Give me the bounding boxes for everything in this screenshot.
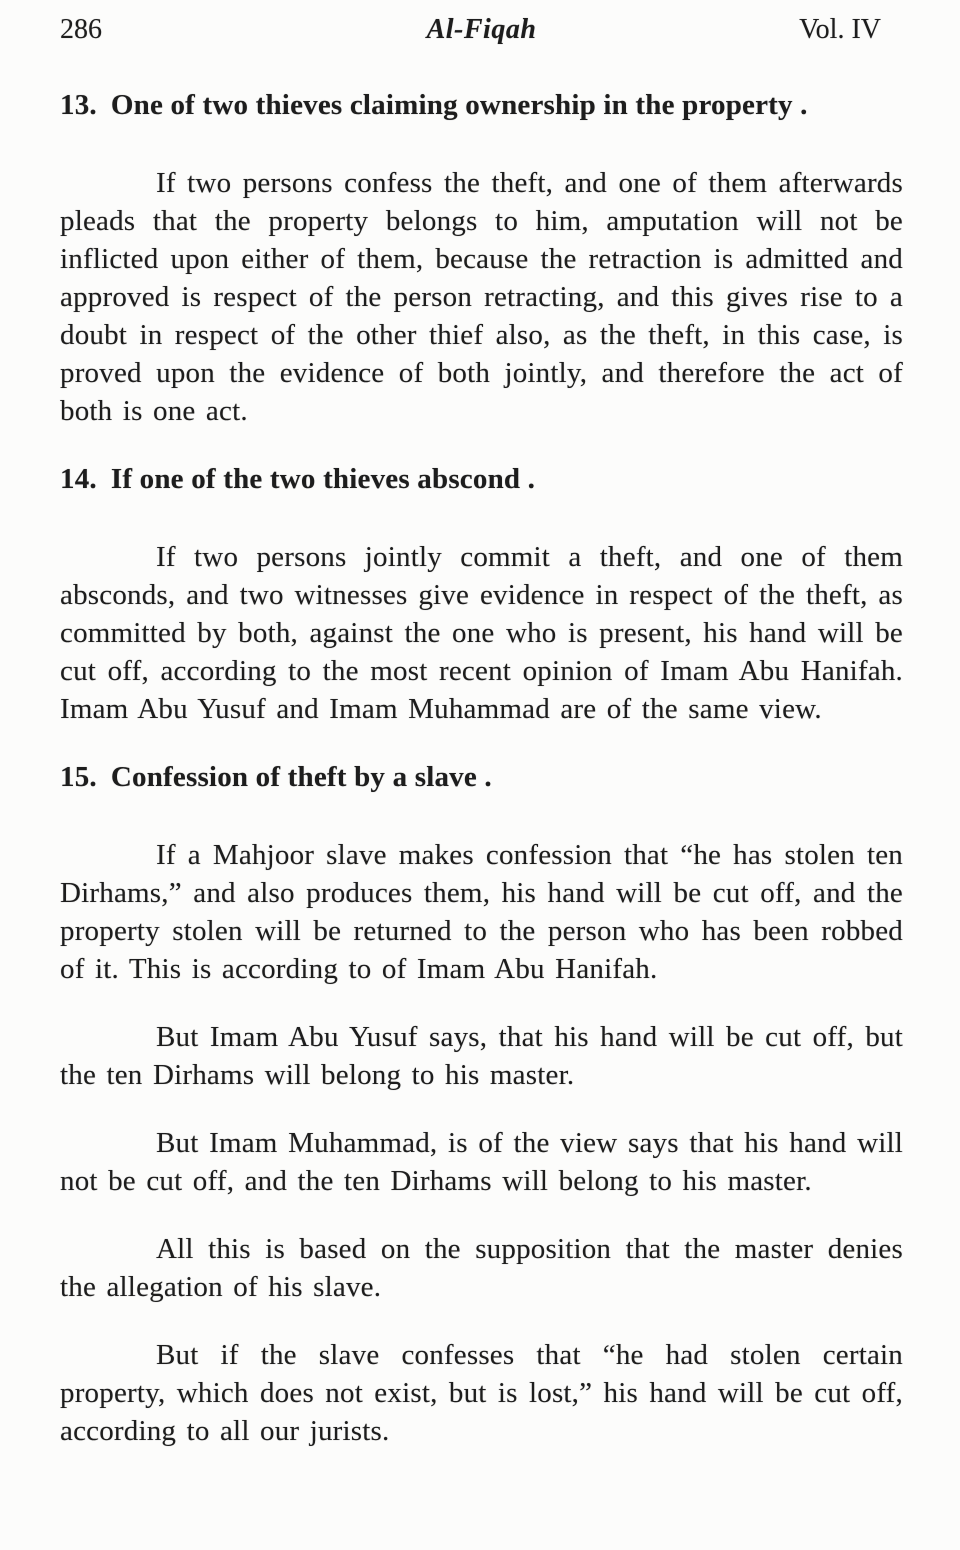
section-13-paragraph-1: If two persons confess the theft, and one of them afterwards pleads that the property belongs to him, amputation will not be inflicted upon either of them, because the retraction is admitted and approved is respect of the person retracting, and this gives rise to a doubt in respect of the other thief also, as the theft, in this case, is proved upon the evidence of both jointly, and therefore the act of both is one act. <box>60 167 903 427</box>
page-header <box>60 14 903 46</box>
section-14 <box>60 460 903 728</box>
section-15-paragraph-1: If a Mahjoor slave makes confession that “he has stolen ten Dirhams,” and also produces them, his hand will be cut off, and the property stolen will be returned to the person who has been robbed of it. This is according to of Imam Abu Hanifah. <box>60 839 903 985</box>
section-15-paragraph-3: But Imam Muhammad, is of the view says that his hand will not be cut off, and the ten Dirhams will belong to his master. <box>60 1127 903 1197</box>
section-14-heading <box>60 460 903 498</box>
section-13-heading <box>60 86 903 124</box>
section-15-number: 15. <box>60 761 97 793</box>
section-15-paragraph-4: All this is based on the supposition that the master denies the allegation of his slave. <box>60 1233 903 1303</box>
section-13-number: 13. <box>60 89 97 121</box>
section-14-number: 14. <box>60 463 97 495</box>
section-15-paragraph-2: But Imam Abu Yusuf says, that his hand will be cut off, but the ten Dirhams will belong to his master. <box>60 1021 903 1091</box>
volume-label: Vol. IV <box>799 14 881 45</box>
section-15 <box>60 758 903 1450</box>
section-15-title: Confession of theft by a slave . <box>110 761 492 793</box>
section-13-title: One of two thieves claiming ownership in the property . <box>110 89 808 121</box>
section-13 <box>60 86 903 430</box>
section-14-title: If one of the two thieves abscond . <box>110 463 536 495</box>
section-15-heading <box>60 758 903 796</box>
page-number: 286 <box>60 14 102 45</box>
section-14-paragraph-1: If two persons jointly commit a theft, and one of them absconds, and two witnesses give evidence in respect of the theft, as committed by both, against the one who is present, his hand will be cut off, according to the most recent opinion of Imam Abu Hanifah. Imam Abu Yusuf and Imam Muhammad are of the same view. <box>60 541 903 725</box>
section-15-paragraph-5: But if the slave confesses that “he had stolen certain property, which does not exist, but is lost,” his hand will be cut off, according to all our jurists. <box>60 1339 903 1447</box>
book-title: Al-Fiqah <box>426 14 537 45</box>
